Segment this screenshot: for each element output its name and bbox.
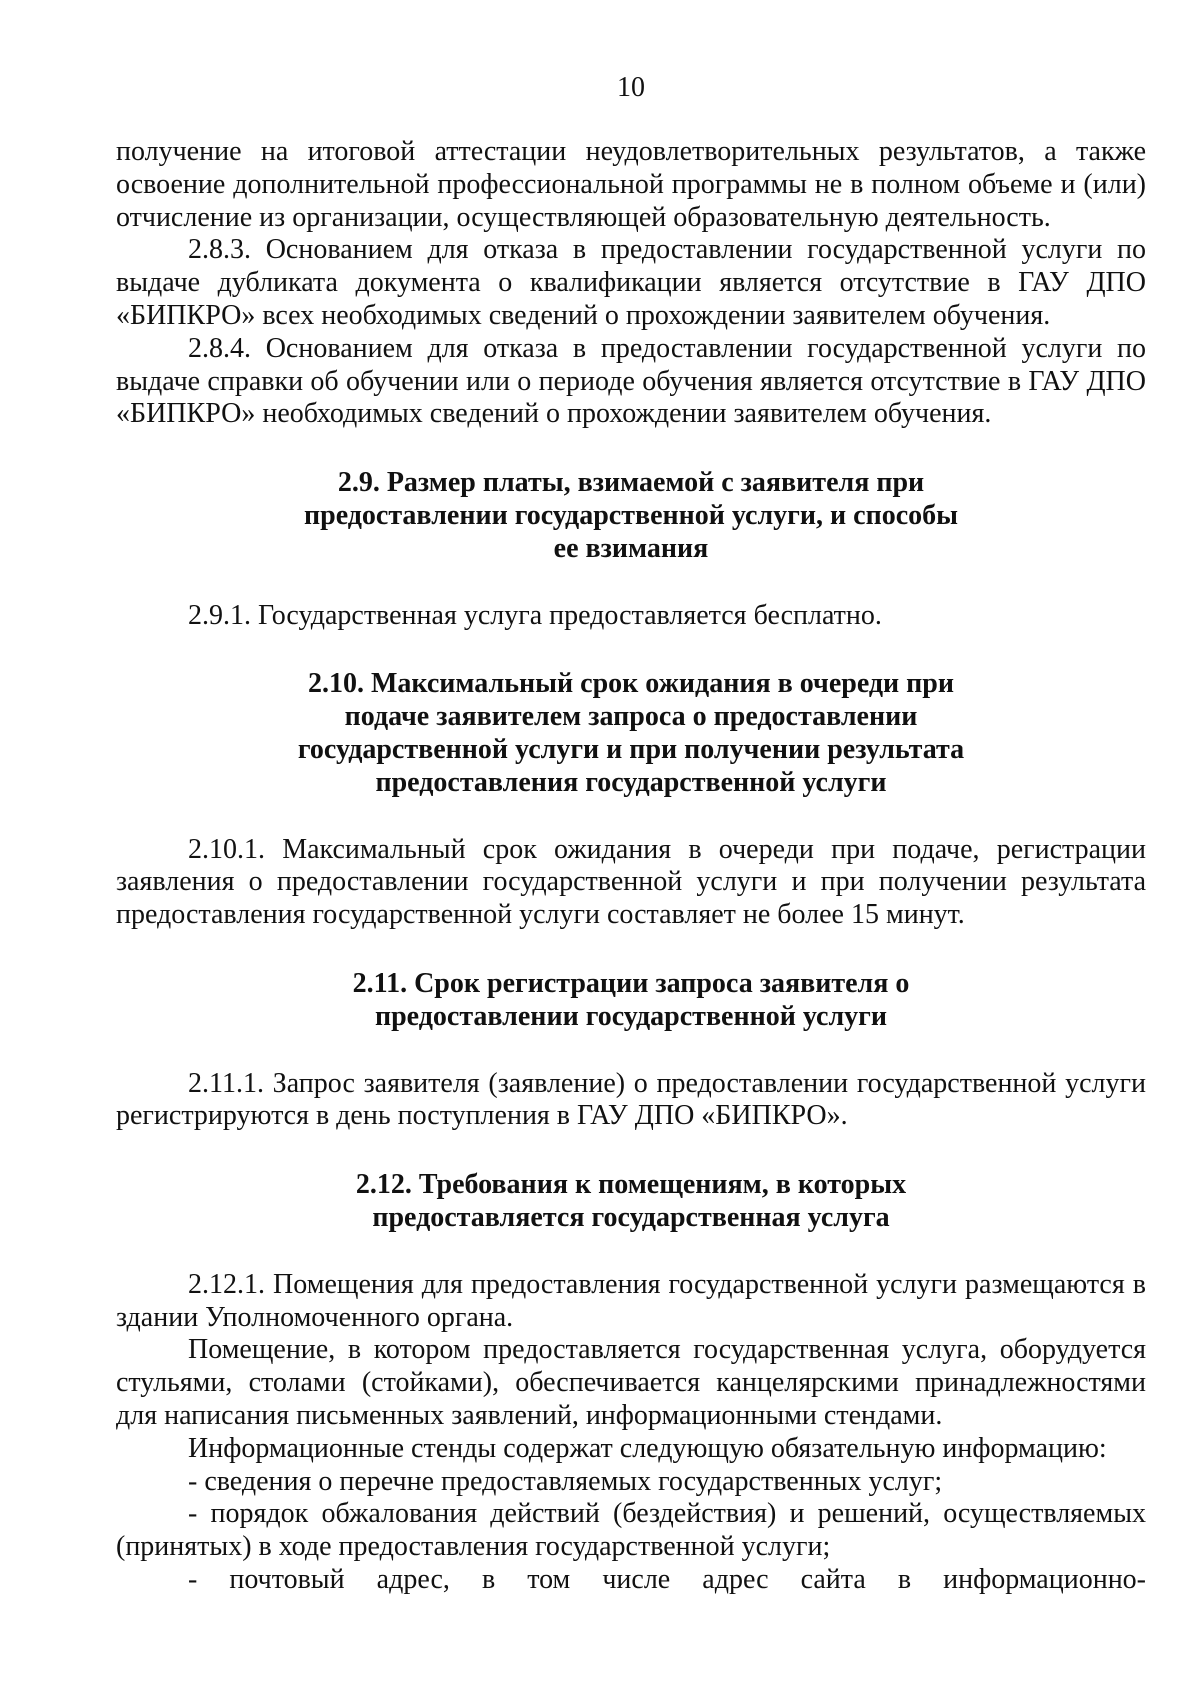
list-item: - почтовый адрес, в том числе адрес сайта в информационно- [188, 1563, 1146, 1595]
list-item: - порядок обжалования действий (бездействия) и решений, осуществляемых (принятых) в ходе предоставления государственной услуги; [116, 1498, 1146, 1563]
paragraph-2-10-1: 2.10.1. Максимальный срок ожидания в очереди при подаче, регистрации заявления о предоставлении государственной услуги и при получении результата предоставления государственной услуги составляет не более 15 минут. [116, 833, 1146, 931]
paragraph-2-8-4: 2.8.4. Основанием для отказа в предоставлении государственной услуги по выдаче справки об обучении или о периоде обучения является отсутствие в ГАУ ДПО «БИПКРО» необходимых сведений о прохождении заявителем обучения. [116, 332, 1146, 430]
paragraph-2-8-3: 2.8.3. Основанием для отказа в предоставлении государственной услуги по выдаче дубликата документа о квалификации является отсутствие в ГАУ ДПО «БИПКРО» всех необходимых сведений о прохождении заявителем обучения. [116, 234, 1146, 331]
heading-line: 2.12. Требования к помещениям, в которых [355, 1169, 907, 1201]
paragraph-2-9-1: 2.9.1. Государственная услуга предоставляется бесплатно. [188, 599, 882, 631]
heading-2-10 [116, 668, 1146, 799]
heading-line: предоставления государственной услуги [375, 766, 887, 798]
heading-line: подаче заявителем запроса о предоставлении [344, 701, 918, 733]
paragraph-continuation: получение на итоговой аттестации неудовлетворительных результатов, а также освоение дополнительной профессиональной программы не в полном объеме и (или) отчисление из организации, осуществляющей образовательную деятельность. [116, 136, 1146, 233]
heading-line: 2.9. Размер платы, взимаемой с заявителя при [337, 467, 925, 499]
paragraph-2-12-1: 2.12.1. Помещения для предоставления государственной услуги размещаются в здании Уполномоченного органа. [116, 1268, 1146, 1333]
heading-line: предоставлении государственной услуги [374, 1000, 888, 1032]
heading-line: 2.11. Срок регистрации запроса заявителя о [352, 967, 910, 999]
heading-line: 2.10. Максимальный срок ожидания в очереди при [307, 668, 955, 700]
heading-line: государственной услуги и при получении результата [297, 733, 965, 765]
heading-line: предоставляется государственная услуга [372, 1201, 890, 1233]
heading-line: ее взимания [553, 532, 709, 564]
paragraph-2-11-1: 2.11.1. Запрос заявителя (заявление) о предоставлении государственной услуги регистрируются в день поступления в ГАУ ДПО «БИПКРО». [116, 1067, 1146, 1132]
list-item: - сведения о перечне предоставляемых государственных услуг; [188, 1465, 943, 1497]
heading-2-12 [116, 1169, 1146, 1235]
paragraph-info-stands: Информационные стенды содержат следующую обязательную информацию: [188, 1432, 1107, 1464]
heading-2-9 [116, 467, 1146, 565]
heading-2-11 [116, 968, 1146, 1034]
heading-line: предоставлении государственной услуги, и способы [303, 499, 959, 531]
paragraph-premises: Помещение, в котором предоставляется государственная услуга, оборудуется стульями, столами (стойками), обеспечивается канцелярскими принадлежностями для написания письменных заявлений, информационными стендами. [116, 1334, 1146, 1431]
page-number: 10 [617, 72, 645, 103]
document-body [116, 136, 1146, 1597]
